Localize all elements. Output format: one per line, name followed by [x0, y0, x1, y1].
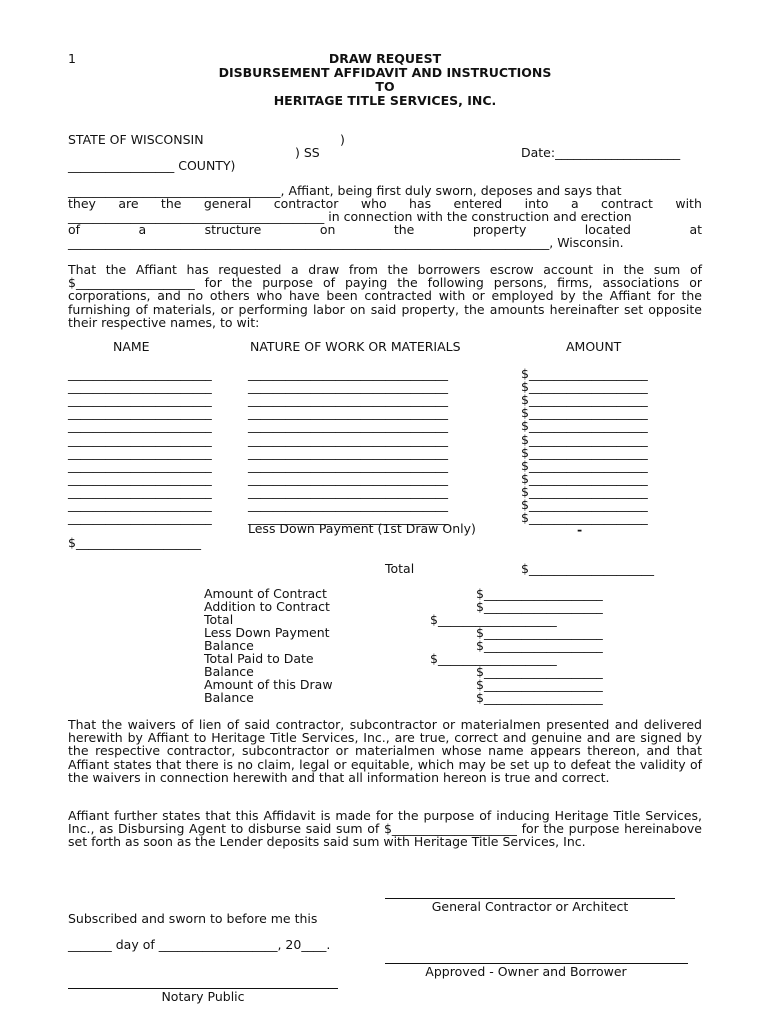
- summary-amount-field[interactable]: $___________________: [476, 664, 603, 679]
- owner-signature-label: Approved - Owner and Borrower: [425, 964, 627, 979]
- summary-label: Less Down Payment: [204, 625, 330, 640]
- affiant-line-2-word: contractor: [273, 196, 339, 211]
- affiant-line-2-word: a: [570, 196, 579, 211]
- further-statement-paragraph: Affiant further states that this Affidavit is made for the purpose of inducing Heritage Title Services, Inc., as Disbursing Agent to disburse said sum of $____________________ for the purpose hereinabove set forth as soon as the Lender deposits said sum with Heritage Title Services, Inc.: [68, 808, 702, 850]
- affiant-line-4-word: at: [689, 222, 702, 237]
- draw-request-paragraph: That the Affiant has requested a draw from the borrowers escrow account in the sum of $___________________ for the purpose of paying the following persons, firms, associations or corporations, and no others who have been contracted with or employed by the Affiant for the furnishing of materials, or performing labor on said property, the amounts hereinafter set opposite their respective names, to wit:: [68, 262, 702, 330]
- nature-field[interactable]: ________________________________: [248, 510, 448, 525]
- venue-paren: ): [340, 132, 345, 147]
- affiant-line-2-word: has: [409, 196, 432, 211]
- affiant-line-4-word: of: [68, 222, 81, 237]
- amount-field[interactable]: $___________________: [521, 392, 648, 407]
- nature-field[interactable]: ________________________________: [248, 392, 448, 407]
- nature-field[interactable]: ________________________________: [248, 432, 448, 447]
- name-field[interactable]: _______________________: [68, 392, 212, 407]
- summary-label: Total: [204, 612, 234, 627]
- affiant-line-3: _________________________________________ in connection with the construction and erection: [68, 209, 632, 224]
- name-field[interactable]: _______________________: [68, 510, 212, 525]
- name-field[interactable]: _______________________: [68, 497, 212, 512]
- amount-field[interactable]: $___________________: [521, 405, 648, 420]
- header-title: DRAW REQUEST: [328, 51, 442, 66]
- page-number: 1: [68, 51, 76, 66]
- ss-label: ) SS: [295, 145, 320, 160]
- date-field[interactable]: Date:____________________: [521, 145, 681, 160]
- nature-field[interactable]: ________________________________: [248, 497, 448, 512]
- less-down-payment-label: Less Down Payment (1st Draw Only): [248, 521, 476, 536]
- nature-field[interactable]: ________________________________: [248, 418, 448, 433]
- amount-field[interactable]: $___________________: [521, 458, 648, 473]
- amount-field[interactable]: $___________________: [521, 366, 648, 381]
- affiant-line-2-word: contract: [601, 196, 653, 211]
- amount-field[interactable]: $___________________: [521, 445, 648, 460]
- name-field[interactable]: _______________________: [68, 366, 212, 381]
- amount-field[interactable]: $___________________: [521, 418, 648, 433]
- summary-label: Balance: [204, 638, 254, 653]
- name-field[interactable]: _______________________: [68, 418, 212, 433]
- name-field[interactable]: _______________________: [68, 445, 212, 460]
- waiver-paragraph: That the waivers of lien of said contractor, subcontractor or materialmen presented and delivered herewith by Affiant to Heritage Title Services, Inc., are true, correct and genuine and are signed by the respective contractor, subcontractor or materialmen whose name appears thereon, and that Affiant states that there is no claim, legal or equitable, which may be set up to defeat the validity of the waivers in connection herewith and that all information hereon is true and correct.: [68, 717, 702, 785]
- affiant-line-2-word: they: [68, 196, 96, 211]
- summary-amount-field[interactable]: $___________________: [476, 638, 603, 653]
- name-field[interactable]: _______________________: [68, 432, 212, 447]
- column-header-nature: NATURE OF WORK OR MATERIALS: [250, 339, 461, 354]
- summary-amount-field[interactable]: $___________________: [430, 612, 557, 627]
- summary-amount-field[interactable]: $___________________: [476, 599, 603, 614]
- summary-label: Balance: [204, 664, 254, 679]
- column-header-name: NAME: [113, 339, 150, 354]
- summary-label: Addition to Contract: [204, 599, 330, 614]
- affiant-line-2-word: the: [160, 196, 182, 211]
- county-field[interactable]: _________________ COUNTY): [68, 158, 236, 173]
- amount-field[interactable]: $___________________: [521, 510, 648, 525]
- nature-field[interactable]: ________________________________: [248, 405, 448, 420]
- summary-amount-field[interactable]: $___________________: [476, 625, 603, 640]
- header-company: HERITAGE TITLE SERVICES, INC.: [273, 93, 497, 108]
- amount-field[interactable]: $___________________: [521, 432, 648, 447]
- affiant-line-2-word: are: [118, 196, 139, 211]
- total-amount-field[interactable]: $____________________: [521, 561, 654, 576]
- contractor-signature-label: General Contractor or Architect: [431, 899, 629, 914]
- name-field[interactable]: _______________________: [68, 405, 212, 420]
- header-subtitle: DISBURSEMENT AFFIDAVIT AND INSTRUCTIONS: [218, 65, 552, 80]
- nature-field[interactable]: ________________________________: [248, 379, 448, 394]
- nature-field[interactable]: ________________________________: [248, 366, 448, 381]
- notary-label: Notary Public: [161, 989, 245, 1004]
- affiant-line-4-word: a: [138, 222, 147, 237]
- summary-label: Balance: [204, 690, 254, 705]
- name-field[interactable]: _______________________: [68, 471, 212, 486]
- subscribed-text: Subscribed and sworn to before me this: [68, 911, 318, 926]
- amount-field[interactable]: $___________________: [521, 379, 648, 394]
- header-to: TO: [375, 79, 395, 94]
- affiant-line-4-word: property: [472, 222, 527, 237]
- day-of-field[interactable]: _______ day of ___________________, 20____.: [68, 937, 331, 952]
- summary-amount-field[interactable]: $___________________: [430, 651, 557, 666]
- affiant-line-2-word: who: [360, 196, 387, 211]
- nature-field[interactable]: ________________________________: [248, 484, 448, 499]
- down-payment-dash: -: [577, 522, 583, 537]
- amount-field[interactable]: $___________________: [521, 471, 648, 486]
- summary-label: Amount of Contract: [204, 586, 327, 601]
- down-payment-amount-field[interactable]: $____________________: [68, 535, 201, 550]
- affiant-line-2-word: general: [203, 196, 252, 211]
- column-header-amount: AMOUNT: [566, 339, 622, 354]
- affiant-line-4-word: on: [319, 222, 336, 237]
- total-label: Total: [385, 561, 415, 576]
- name-field[interactable]: _______________________: [68, 458, 212, 473]
- state-label: STATE OF WISCONSIN: [68, 132, 204, 147]
- affiant-line-4-word: structure: [204, 222, 262, 237]
- affiant-line-5: _____________________________________________________________________________, Wisconsin.: [68, 235, 624, 250]
- name-field[interactable]: _______________________: [68, 484, 212, 499]
- nature-field[interactable]: ________________________________: [248, 445, 448, 460]
- affiant-line-4-word: the: [393, 222, 415, 237]
- affiant-line-2-word: with: [675, 196, 702, 211]
- affiant-line-4-word: located: [584, 222, 631, 237]
- summary-amount-field[interactable]: $___________________: [476, 586, 603, 601]
- name-field[interactable]: _______________________: [68, 379, 212, 394]
- amount-field[interactable]: $___________________: [521, 497, 648, 512]
- summary-amount-field[interactable]: $___________________: [476, 677, 603, 692]
- summary-amount-field[interactable]: $___________________: [476, 690, 603, 705]
- affiant-line-1: __________________________________, Affiant, being first duly sworn, deposes and says that: [68, 183, 622, 198]
- amount-field[interactable]: $___________________: [521, 484, 648, 499]
- summary-label: Amount of this Draw: [204, 677, 333, 692]
- summary-label: Total Paid to Date: [204, 651, 314, 666]
- nature-field[interactable]: ________________________________: [248, 458, 448, 473]
- affiant-line-2-word: into: [524, 196, 549, 211]
- nature-field[interactable]: ________________________________: [248, 471, 448, 486]
- affiant-line-2-word: entered: [453, 196, 503, 211]
